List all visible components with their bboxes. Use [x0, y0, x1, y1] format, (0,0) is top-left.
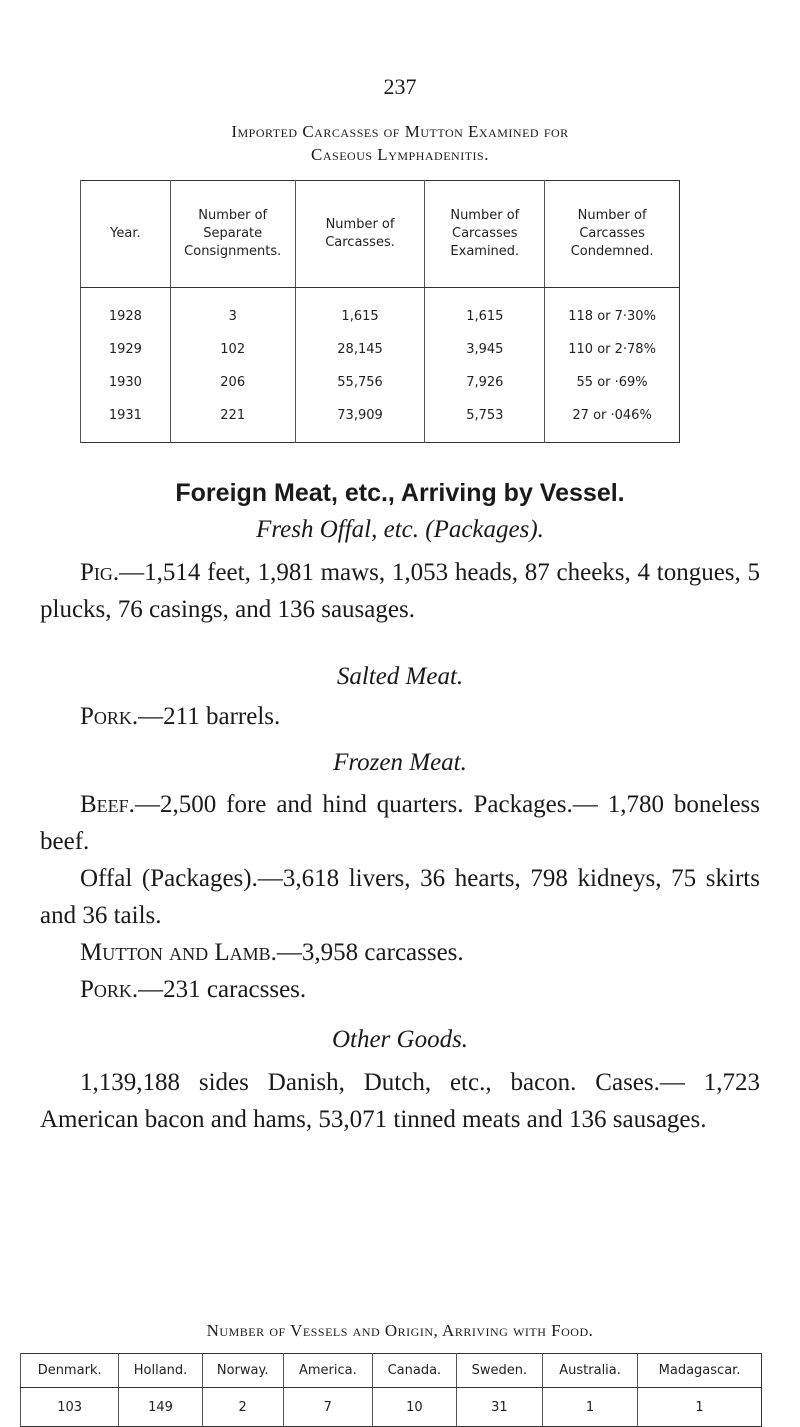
header-canada: Canada. — [373, 1354, 457, 1388]
paragraph-frozen-pork — [40, 971, 760, 1008]
subhead-frozen: Frozen Meat. — [333, 749, 467, 776]
cell-condemned: 110 or 2·78% — [545, 333, 680, 366]
cell-condemned: 27 or ·046% — [545, 399, 680, 443]
table1-title: Imported Carcasses of Mutton Examined for — [231, 122, 569, 141]
table-header-row — [21, 1354, 762, 1388]
cell-examined: 3,945 — [425, 333, 545, 366]
header-australia: Australia. — [543, 1354, 638, 1388]
table-row — [81, 399, 680, 443]
label-pork: Pork. — [80, 703, 139, 730]
text-salted-pork: —211 barrels. — [138, 703, 281, 730]
cell-norway: 2 — [202, 1388, 283, 1427]
cell-examined: 1,615 — [425, 288, 545, 334]
subhead-fresh-offal: Fresh Offal, etc. (Packages). — [256, 516, 544, 543]
vessels-table — [20, 1353, 762, 1427]
cell-consignments: 221 — [170, 399, 295, 443]
cell-carcasses: 28,145 — [295, 333, 425, 366]
cell-year: 1928 — [81, 288, 171, 334]
text-frozen-pork: —231 caracsses. — [138, 976, 307, 1003]
header-consignments: Number of Separate Consignments. — [170, 181, 295, 288]
cell-australia: 1 — [543, 1388, 638, 1427]
cell-america: 7 — [283, 1388, 373, 1427]
cell-carcasses: 55,756 — [295, 366, 425, 399]
table-row — [81, 288, 680, 334]
paragraph-pig — [40, 554, 760, 628]
table-row — [81, 333, 680, 366]
header-condemned: Number of Carcasses Condemned. — [545, 181, 680, 288]
section-heading: Foreign Meat, etc., Arriving by Vessel. — [175, 479, 625, 507]
subhead-salted: Salted Meat. — [336, 663, 464, 690]
header-holland: Holland. — [119, 1354, 203, 1388]
paragraph-offal: Offal (Packages).—3,618 livers, 36 hearts, 798 kidneys, 75 skirts and 36 tails. — [40, 865, 760, 929]
cell-consignments: 102 — [170, 333, 295, 366]
carcasses-table — [80, 180, 680, 443]
subhead-other-goods: Other Goods. — [331, 1026, 469, 1053]
text-pig: —1,514 feet, 1,981 maws, 1,053 heads, 87 cheeks, 4 tongues, 5 plucks, 76 casings, and 136 sausages. — [40, 559, 760, 623]
header-america: America. — [283, 1354, 373, 1388]
paragraph-other-goods: 1,139,188 sides Danish, Dutch, etc., bacon. Cases.— 1,723 American bacon and hams, 53,071 tinned meats and 136 sausages. — [40, 1069, 760, 1133]
table2-title: Number of Vessels and Origin, Arriving with Food. — [206, 1321, 594, 1340]
cell-condemned: 55 or ·69% — [545, 366, 680, 399]
header-examined: Number of Carcasses Examined. — [425, 181, 545, 288]
label-beef: Beef. — [80, 791, 135, 818]
table-row — [81, 366, 680, 399]
cell-year: 1930 — [81, 366, 171, 399]
label-pork-frozen: Pork. — [80, 976, 139, 1003]
cell-holland: 149 — [119, 1388, 203, 1427]
paragraph-mutton — [40, 934, 760, 971]
table-header-row — [81, 181, 680, 288]
cell-year: 1929 — [81, 333, 171, 366]
header-norway: Norway. — [202, 1354, 283, 1388]
header-madagascar: Madagascar. — [638, 1354, 762, 1388]
cell-carcasses: 1,615 — [295, 288, 425, 334]
cell-examined: 5,753 — [425, 399, 545, 443]
paragraph-salted-pork — [40, 698, 760, 735]
cell-denmark: 103 — [21, 1388, 119, 1427]
cell-condemned: 118 or 7·30% — [545, 288, 680, 334]
label-pig: Pig. — [80, 559, 120, 586]
paragraph-beef — [40, 786, 760, 860]
cell-consignments: 3 — [170, 288, 295, 334]
header-denmark: Denmark. — [21, 1354, 119, 1388]
cell-carcasses: 73,909 — [295, 399, 425, 443]
header-year: Year. — [81, 181, 171, 288]
text-mutton: —3,958 carcasses. — [276, 939, 464, 966]
cell-consignments: 206 — [170, 366, 295, 399]
cell-examined: 7,926 — [425, 366, 545, 399]
header-carcasses: Number of Carcasses. — [295, 181, 425, 288]
page-number: 237 — [383, 74, 417, 99]
cell-sweden: 31 — [456, 1388, 542, 1427]
cell-canada: 10 — [373, 1388, 457, 1427]
cell-year: 1931 — [81, 399, 171, 443]
text-beef: —2,500 fore and hind quarters. Packages.— 1,780 boneless beef. — [40, 791, 760, 855]
header-sweden: Sweden. — [456, 1354, 542, 1388]
label-mutton-lamb: Mutton and Lamb. — [80, 939, 277, 966]
table1-subtitle: Caseous Lymphadenitis. — [311, 145, 489, 164]
cell-madagascar: 1 — [638, 1388, 762, 1427]
